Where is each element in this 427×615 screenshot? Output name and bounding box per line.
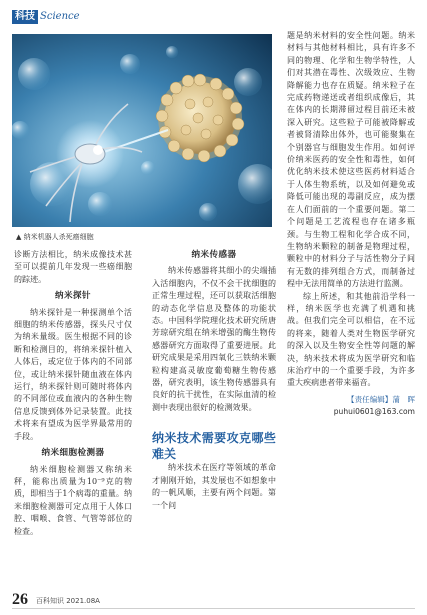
intro-paragraph-end: 诊断方法相比，纳米成像技术甚至可以提前几年发现一些癌细胞的踪迹。 (14, 250, 132, 284)
figure-caption: ▲ 纳米机器人杀死癌细胞 (16, 233, 94, 241)
page-number: 26 (12, 591, 28, 608)
section-tag: 科技 (12, 10, 38, 24)
column-right (287, 30, 415, 418)
section-name: Science (40, 11, 80, 22)
paragraph-nano-probe: 纳米探针是一种探测单个活细胞的纳米传感器，探头尺寸仅为纳米量级。医生根据不同的诊断和检测目的，将纳米探针植入人体后，或定位于体内的不同部位，或让纳米探针随血液在体内运行，纳米探针则可随时将体内的不同部位或血液内的各种生物信息反馈到体外记录装置。此技术将来有望成为医学界最常用的手段。 (14, 307, 132, 441)
editor-email: puhui0601@163.com (333, 406, 415, 416)
footer-publication: 百科知识 2021.08A (36, 597, 100, 605)
heading-nano-probe: 纳米探针 (54, 291, 91, 302)
paragraph-nano-sensor: 纳米传感器将其细小的尖端插入活细胞内，不仅不会干扰细胞的正常生理过程，还可以获取活细胞的动态化学信息及整体的功能状态。中国科学院理化技术研究所唐芳琼研究组在纳米增强的酶生物传感器研究方面取得了重要进展。此研究成果是采用四氧化三铁纳米颗粒构建高灵敏度葡萄糖生物传感器，研究表明，该生物传感器具有良好的抗干扰性，在实际血清的检测中表现出很好的检测效果。 (152, 266, 276, 412)
paragraph-safety-issues: 题是纳米材料的安全性问题。纳米材料与其他材料相比，具有许多不同的物理、化学和生物学特性，人们对其潜在毒性、次级效应、生物降解能力也存在质疑。纳米粒子在完成药物递送或者组织成像后，其在体内的长期滞留过程目前还未被深入研究。这些粒子可能被降解或者被肾清除出体外，也可能聚集在个别器官与细胞发生作用。如何评价纳米医药的安全性和毒性，如何优化纳米技术使这些医药材料适合于人体生物系统，以及如何避免或降低可能出现的毒副反应，成为摆在人们面前的一个重要问题。第二个问题是工艺流程也存在诸多瓶颈。与生物工程和化学合成不同，生物纳米颗粒的制备是物理过程，颗粒中的材料分子与活性物分子间有无数的排列组合方式，而制备过程中无法用简单的方法进行监测。 (287, 31, 415, 289)
heading-nano-cell-detector: 纳米细胞检测器 (41, 448, 105, 459)
nanorobot-illustration-svg (12, 34, 272, 227)
column-left (14, 249, 132, 538)
paragraph-challenges: 纳米技术在医疗等领域的革命才刚刚开始，其发展也不如想象中的一帆风顺，主要有两个问题。第一个问 (152, 463, 276, 510)
paragraph-nano-cell-detector: 纳米细胞检测器又称纳米秤，能称出质量为10⁻⁹克的物质，即相当于1个病毒的重量。纳米细胞检测器可定点用于人体口腔、咽喉、食管、气管等部位的检查。 (14, 464, 132, 536)
nanorobot-illustration (12, 34, 272, 227)
footer-divider (12, 608, 415, 609)
column-middle (152, 249, 276, 512)
heading-nano-sensor: 纳米传感器 (191, 250, 237, 260)
editor-name: 【责任编辑】蒲 晖 (347, 394, 415, 404)
paragraph-conclusion: 综上所述，和其他前沿学科一样，纳米医学也充满了机遇和挑战。但我们完全可以相信，在不远的将来，随着人类对生物医学研究的深入以及生物安全性等问题的解决，纳米技术将成为医学研究和临床治疗中的一个重要手段，为许多重大疾病患者带来福音。 (287, 291, 415, 388)
heading-challenges: 纳米技术需要攻克哪些难关 (152, 431, 276, 462)
editor-signature (287, 394, 415, 418)
